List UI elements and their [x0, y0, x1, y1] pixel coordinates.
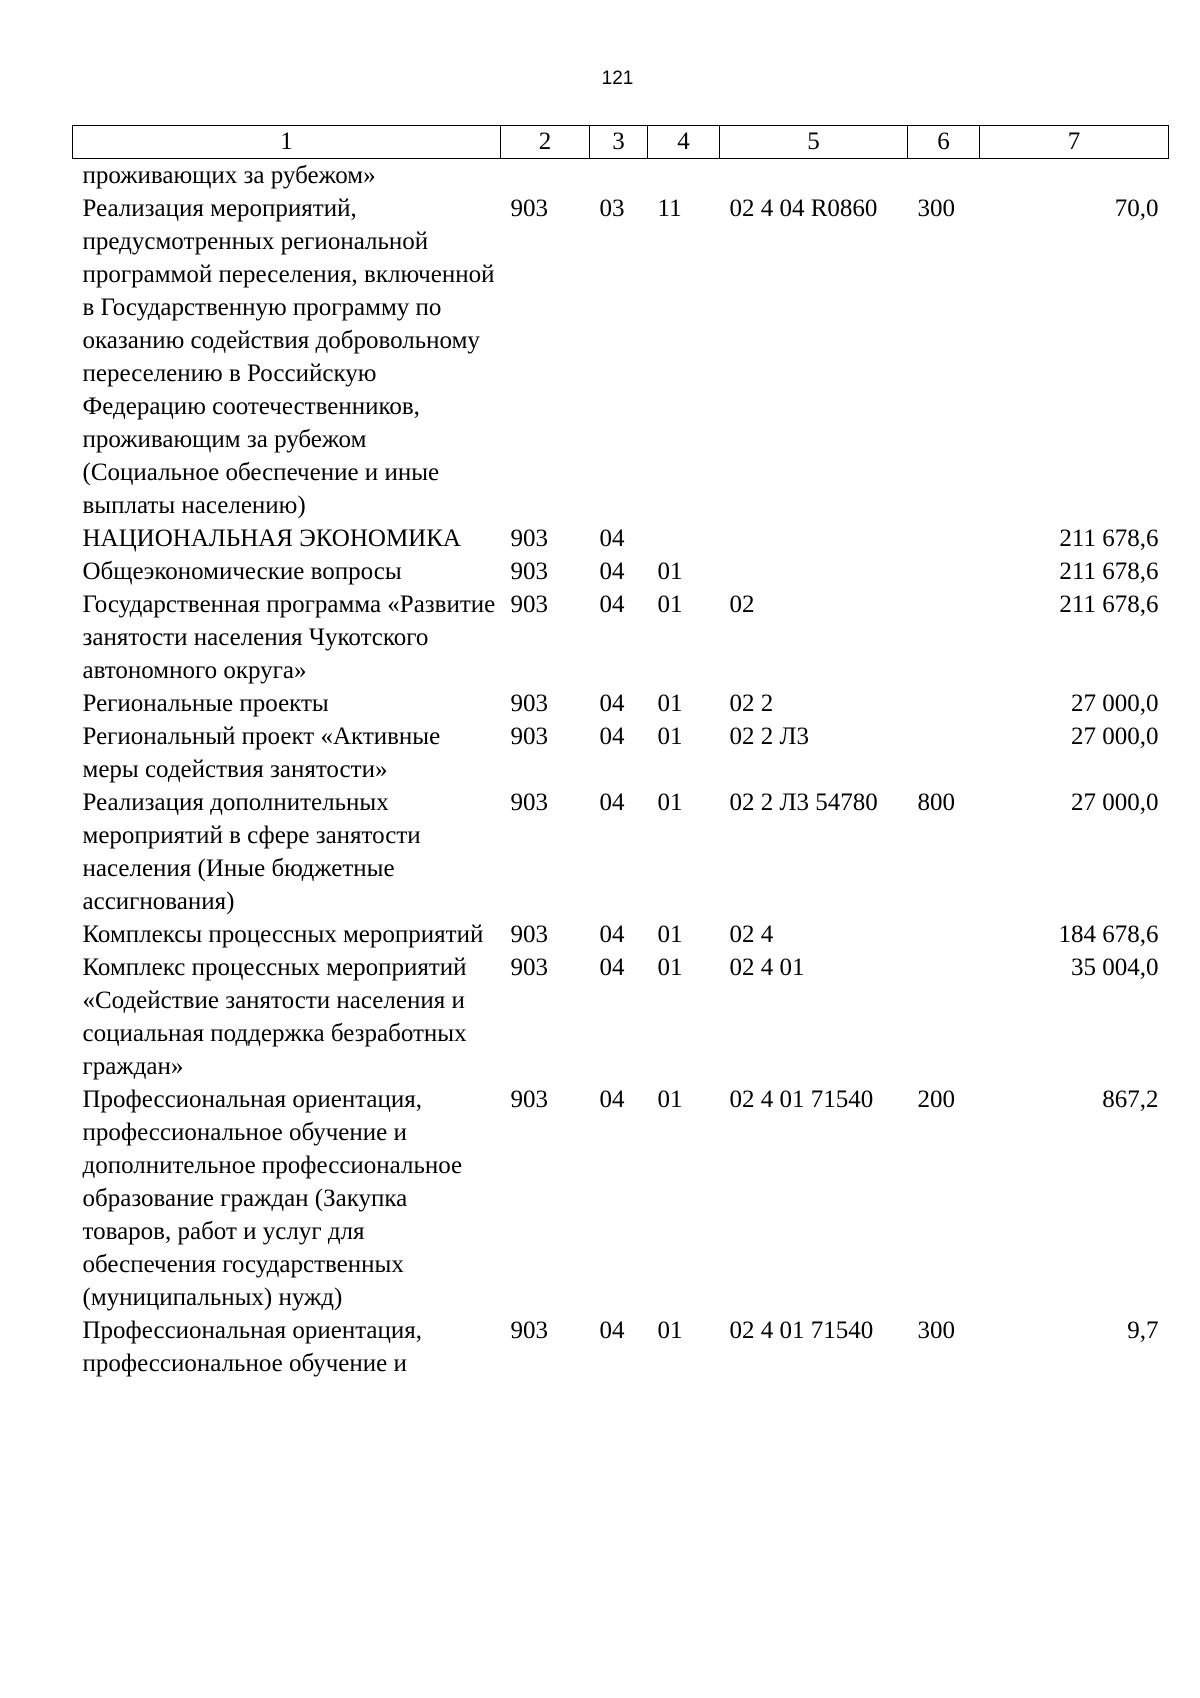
row-amount	[980, 159, 1169, 193]
table-row	[73, 687, 1169, 720]
row-vr	[908, 687, 980, 720]
row-gr: 903	[510, 558, 548, 585]
column-header-4: 4	[648, 126, 720, 159]
row-pr	[648, 159, 720, 193]
row-gr: 903	[510, 690, 548, 717]
table-row	[73, 786, 1169, 918]
row-gr: 903	[510, 195, 548, 222]
row-gr: 903	[510, 525, 548, 552]
row-vr	[908, 159, 980, 193]
table-row	[73, 555, 1169, 588]
page-number: 121	[601, 68, 634, 89]
row-gr: 903	[510, 1086, 548, 1113]
row-pr: 01	[657, 591, 683, 618]
row-pr: 01	[657, 1317, 683, 1344]
row-rz: 04	[599, 591, 625, 618]
row-gr: 903	[510, 954, 548, 981]
row-rz	[590, 159, 648, 193]
row-csr: 02	[729, 591, 755, 618]
row-rz: 04	[599, 558, 625, 585]
row-vr	[908, 951, 980, 1083]
column-header-1: 1	[73, 126, 501, 159]
table-row	[73, 192, 1169, 522]
row-gr: 903	[510, 1317, 548, 1344]
row-pr: 01	[657, 789, 683, 816]
table-header	[73, 126, 1169, 159]
row-pr	[648, 522, 720, 555]
row-rz: 04	[599, 723, 625, 750]
row-name: Реализация мероприятий, предусмотренных региональной программой переселения, включенной в Государственную программу по оказанию содействия добровольному переселению в Российскую Федерацию соотечественников, проживающим за рубежом (Социальное обеспечение и иные выплаты населению)	[82, 195, 495, 519]
row-amount: 867,2	[1102, 1086, 1159, 1113]
row-rz: 04	[599, 1317, 625, 1344]
row-vr	[908, 522, 980, 555]
row-pr: 01	[657, 954, 683, 981]
row-gr	[501, 159, 590, 193]
row-csr	[720, 159, 908, 193]
row-amount: 27 000,0	[1071, 789, 1159, 816]
row-amount: 211 678,6	[1059, 558, 1159, 585]
row-pr: 01	[657, 1086, 683, 1113]
column-header-7: 7	[980, 126, 1169, 159]
row-pr: 11	[657, 195, 682, 222]
row-csr	[720, 555, 908, 588]
row-amount: 70,0	[1114, 195, 1159, 222]
row-vr: 800	[917, 789, 955, 816]
row-vr: 300	[917, 195, 955, 222]
row-pr: 01	[657, 723, 683, 750]
row-name: Государственная программа «Развитие занятости населения Чукотского автономного округа»	[82, 591, 496, 684]
row-name: Комплекс процессных мероприятий «Содействие занятости населения и социальная поддержка безработных граждан»	[82, 954, 467, 1080]
row-amount: 27 000,0	[1071, 690, 1159, 717]
row-rz: 04	[599, 525, 625, 552]
table-row	[73, 918, 1169, 951]
row-name: Региональный проект «Активные меры содействия занятости»	[82, 723, 441, 783]
row-rz: 04	[599, 954, 625, 981]
table-row	[73, 159, 1169, 193]
row-rz: 04	[599, 789, 625, 816]
column-header-5: 5	[720, 126, 908, 159]
row-name: Профессиональная ориентация, профессиональное обучение и дополнительное профессиональное образование граждан (Закупка товаров, работ и услуг для обеспечения государственных (муниципальных) нужд)	[82, 1086, 463, 1311]
row-csr: 02 4 04 R0860	[729, 195, 878, 222]
row-name: Комплексы процессных мероприятий	[82, 921, 484, 948]
row-rz: 04	[599, 1086, 625, 1113]
table-row	[73, 951, 1169, 1083]
row-csr: 02 2 Л3 54780	[729, 789, 878, 816]
row-rz: 03	[599, 195, 625, 222]
row-vr	[908, 588, 980, 687]
row-pr: 01	[657, 690, 683, 717]
row-gr: 903	[510, 723, 548, 750]
row-name: Региональные проекты	[82, 690, 329, 717]
row-vr: 200	[917, 1086, 955, 1113]
row-rz: 04	[599, 921, 625, 948]
row-vr	[908, 720, 980, 786]
row-gr: 903	[510, 591, 548, 618]
row-csr: 02 4 01 71540	[729, 1317, 874, 1344]
row-rz: 04	[599, 690, 625, 717]
table-row	[73, 588, 1169, 687]
row-pr: 01	[657, 921, 683, 948]
table-body	[73, 159, 1169, 1381]
row-csr	[720, 522, 908, 555]
row-csr: 02 4	[729, 921, 774, 948]
row-name: Общеэкономические вопросы	[82, 558, 402, 585]
row-name: НАЦИОНАЛЬНАЯ ЭКОНОМИКА	[82, 525, 461, 552]
row-name: Реализация дополнительных мероприятий в сфере занятости населения (Иные бюджетные ассигнования)	[82, 789, 421, 915]
row-csr: 02 2 Л3	[729, 723, 809, 750]
budget-table	[72, 125, 1169, 1380]
row-vr	[908, 555, 980, 588]
column-header-3: 3	[590, 126, 648, 159]
table-row	[73, 1083, 1169, 1314]
row-amount: 184 678,6	[1058, 921, 1159, 948]
column-header-2: 2	[501, 126, 590, 159]
table-row	[73, 522, 1169, 555]
row-gr: 903	[510, 921, 548, 948]
row-csr: 02 4 01	[729, 954, 805, 981]
row-csr: 02 4 01 71540	[729, 1086, 874, 1113]
row-amount: 211 678,6	[1059, 525, 1159, 552]
row-pr: 01	[657, 558, 683, 585]
table-row	[73, 720, 1169, 786]
row-amount: 27 000,0	[1071, 723, 1159, 750]
row-name: проживающих за рубежом»	[82, 162, 376, 189]
row-gr: 903	[510, 789, 548, 816]
row-amount: 211 678,6	[1059, 591, 1159, 618]
column-header-6: 6	[908, 126, 980, 159]
row-amount: 9,7	[1127, 1317, 1159, 1344]
row-amount: 35 004,0	[1071, 954, 1159, 981]
row-vr: 300	[917, 1317, 955, 1344]
row-name: Профессиональная ориентация, профессиональное обучение и	[82, 1317, 423, 1377]
row-vr	[908, 918, 980, 951]
table-row	[73, 1314, 1169, 1380]
row-csr: 02 2	[729, 690, 774, 717]
